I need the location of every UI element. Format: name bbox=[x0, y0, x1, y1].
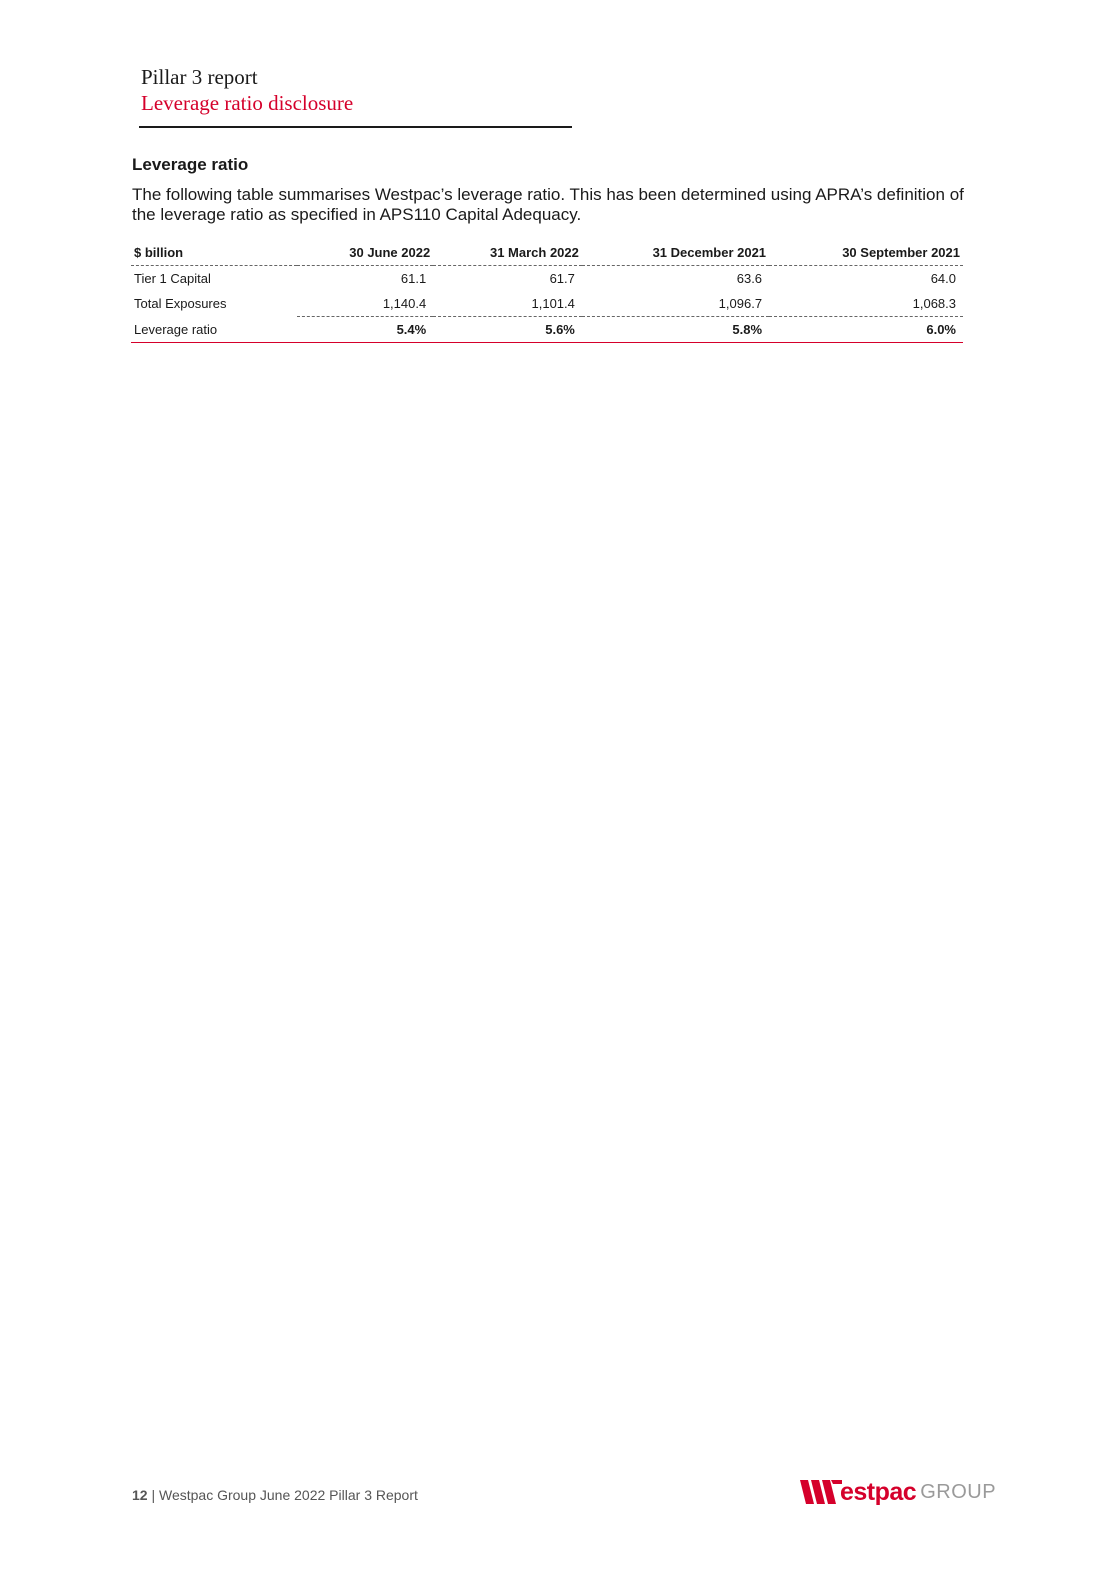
column-header-mar-2022: 31 March 2022 bbox=[489, 245, 579, 260]
cell-value: 1,101.4 bbox=[531, 296, 575, 311]
table-row-total-exposures bbox=[131, 291, 963, 317]
intro-paragraph: The following table summarises Westpac’s leverage ratio. This has been determined using APRA’s definition of the leverage ratio as specified in APS110 Capital Adequacy. bbox=[132, 185, 964, 224]
logo-brand-text: estpac bbox=[840, 1477, 917, 1506]
table-row-leverage-ratio bbox=[131, 317, 963, 343]
cell-value: 64.0 bbox=[930, 271, 956, 286]
table-cell bbox=[433, 291, 582, 317]
cell-value: 1,096.7 bbox=[718, 296, 763, 311]
report-title: Pillar 3 report bbox=[141, 65, 258, 89]
table-cell bbox=[582, 317, 769, 343]
column-header-sep-2021: 30 September 2021 bbox=[842, 245, 960, 260]
report-subtitle: Leverage ratio disclosure bbox=[141, 91, 354, 115]
row-label: Leverage ratio bbox=[131, 317, 297, 343]
logo-group-text: GROUP bbox=[920, 1480, 997, 1503]
row-label: Tier 1 Capital bbox=[134, 271, 211, 286]
cell-value: 6.0% bbox=[926, 322, 956, 337]
table-cell bbox=[582, 291, 769, 317]
westpac-group-logo bbox=[800, 1477, 996, 1507]
leverage-ratio-table bbox=[131, 240, 963, 343]
footer-separator: | bbox=[147, 1487, 159, 1503]
page-footer bbox=[132, 1487, 418, 1503]
table-cell bbox=[433, 266, 582, 292]
column-header-dec-2021: 31 December 2021 bbox=[652, 245, 767, 260]
header-divider bbox=[139, 126, 572, 128]
table-cell bbox=[769, 266, 963, 292]
column-header-jun-2022: 30 June 2022 bbox=[349, 245, 431, 260]
table-cell bbox=[433, 317, 582, 343]
footer-text: Westpac Group June 2022 Pillar 3 Report bbox=[159, 1487, 418, 1503]
cell-value: 1,140.4 bbox=[382, 296, 427, 311]
table-cell bbox=[769, 317, 963, 343]
cell-value: 1,068.3 bbox=[912, 296, 956, 311]
row-label: Total Exposures bbox=[134, 296, 227, 312]
cell-value: 5.8% bbox=[732, 322, 763, 337]
cell-value: 61.7 bbox=[549, 271, 575, 286]
cell-value: 63.6 bbox=[736, 271, 763, 286]
report-header bbox=[141, 64, 353, 116]
cell-value: 5.6% bbox=[545, 322, 575, 337]
table-cell bbox=[297, 291, 433, 317]
table-cell bbox=[297, 266, 433, 292]
section-heading: Leverage ratio bbox=[132, 155, 249, 174]
cell-value: 5.4% bbox=[396, 322, 427, 337]
table-row-tier1-capital bbox=[131, 266, 963, 292]
table-cell bbox=[297, 317, 433, 343]
column-header-units: $ billion bbox=[134, 245, 184, 260]
table-cell bbox=[769, 291, 963, 317]
westpac-w-icon bbox=[800, 1480, 842, 1504]
table-cell bbox=[582, 266, 769, 292]
table-header-row bbox=[131, 240, 963, 266]
page-number: 12 bbox=[132, 1487, 148, 1503]
cell-value: 61.1 bbox=[400, 271, 427, 286]
